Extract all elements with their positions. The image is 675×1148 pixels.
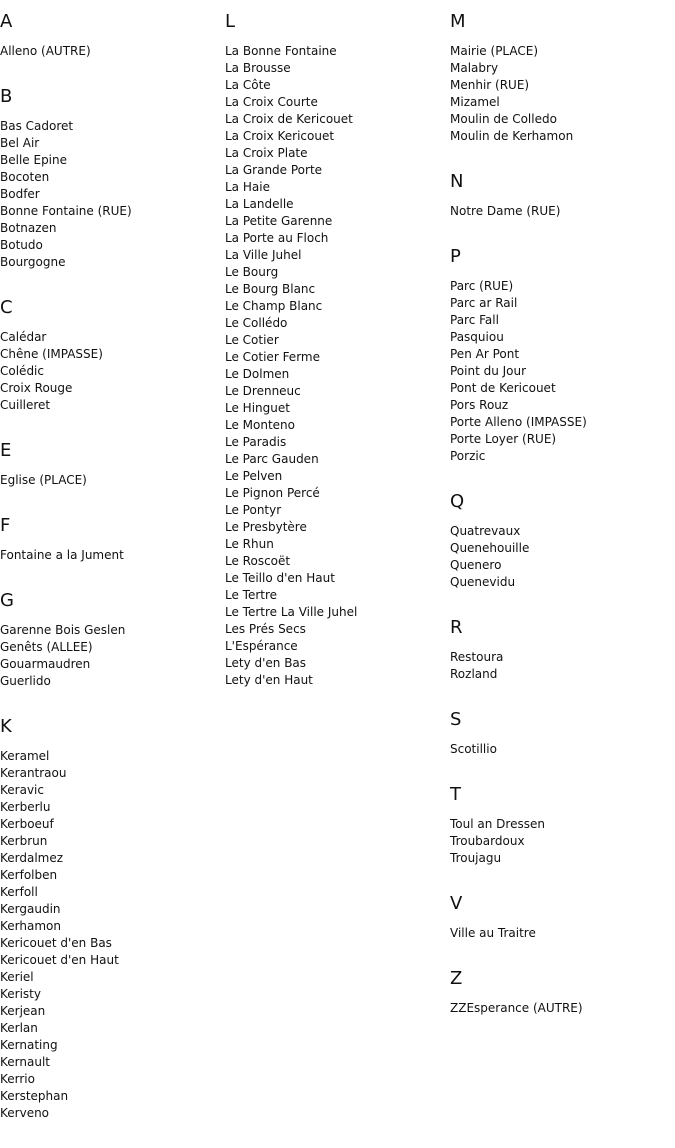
place-link[interactable]: Bas Cadoret [0, 119, 74, 133]
place-link[interactable]: Toul an Dressen [450, 817, 545, 831]
place-link[interactable]: La Côte [225, 78, 271, 92]
place-link[interactable]: La Petite Garenne [225, 214, 333, 228]
place-link[interactable]: La Croix Kericouet [225, 129, 335, 143]
place-link[interactable]: La Brousse [225, 61, 291, 75]
place-link[interactable]: Le Hinguet [225, 401, 290, 415]
place-link[interactable]: Calédar [0, 330, 47, 344]
place-link[interactable]: Le Tertre La Ville Juhel [225, 605, 358, 619]
place-link[interactable]: La Croix Plate [225, 146, 308, 160]
place-list [0, 43, 225, 60]
place-link[interactable]: Kerberlu [0, 800, 51, 814]
place-list [450, 1000, 675, 1017]
place-link[interactable]: Kerboeuf [0, 817, 54, 831]
place-link[interactable]: Kericouet d'en Haut [0, 953, 119, 967]
letter-group-q [450, 491, 675, 591]
place-link[interactable]: Eglise (PLACE) [0, 473, 87, 487]
place-link[interactable]: Bodfer [0, 187, 40, 201]
place-link[interactable]: Le Champ Blanc [225, 299, 323, 313]
place-link[interactable]: Cuilleret [0, 398, 51, 412]
place-link[interactable]: Le Drenneuc [225, 384, 301, 398]
place-link[interactable]: Troubardoux [450, 834, 525, 848]
place-link[interactable]: Croix Rouge [0, 381, 73, 395]
place-link[interactable]: Kerbrun [0, 834, 48, 848]
letter-group-t [450, 784, 675, 867]
place-link[interactable]: Colédic [0, 364, 44, 378]
letter-heading: V [450, 893, 463, 914]
place-link[interactable]: Le Collédo [225, 316, 288, 330]
letter-heading: Q [450, 491, 465, 512]
place-link[interactable]: Kerdalmez [0, 851, 64, 865]
place-list [0, 622, 225, 690]
place-link[interactable]: Kerhamon [0, 919, 61, 933]
place-link[interactable]: La Landelle [225, 197, 294, 211]
letter-group-z [450, 968, 675, 1017]
place-link[interactable]: Kerfolben [0, 868, 58, 882]
place-link[interactable]: Keriel [0, 970, 34, 984]
place-list [225, 43, 450, 689]
letter-group-m [450, 11, 675, 145]
place-link[interactable]: Le Pignon Percé [225, 486, 320, 500]
letter-group-a [0, 11, 225, 60]
place-link[interactable]: Parc ar Rail [450, 296, 518, 310]
place-link[interactable]: Rozland [450, 667, 498, 681]
place-link[interactable]: Restoura [450, 650, 504, 664]
place-link[interactable]: Le Tertre [225, 588, 278, 602]
place-link[interactable]: Kerantraou [0, 766, 67, 780]
index-column-2 [225, 0, 450, 715]
place-list [0, 472, 225, 489]
place-link[interactable]: Quenero [450, 558, 502, 572]
place-link[interactable]: Kernating [0, 1038, 58, 1052]
letter-heading: R [450, 617, 463, 638]
place-link[interactable]: Troujagu [450, 851, 502, 865]
place-link[interactable]: Pen Ar Pont [450, 347, 520, 361]
place-link[interactable]: Kerfoll [0, 885, 38, 899]
place-link[interactable]: Pors Rouz [450, 398, 509, 412]
place-link[interactable]: Le Bourg Blanc [225, 282, 316, 296]
place-link[interactable]: Moulin de Colledo [450, 112, 557, 126]
letter-heading: L [225, 11, 236, 32]
place-link[interactable]: Le Presbytère [225, 520, 307, 534]
place-link[interactable]: Keramel [0, 749, 50, 763]
letter-heading: P [450, 246, 461, 267]
place-link[interactable]: La Croix Courte [225, 95, 318, 109]
place-link[interactable]: Le Dolmen [225, 367, 290, 381]
letter-heading: N [450, 171, 464, 192]
place-link[interactable]: Mairie (PLACE) [450, 44, 539, 58]
place-link[interactable]: Chêne (IMPASSE) [0, 347, 103, 361]
place-link[interactable]: Kerlan [0, 1021, 38, 1035]
place-link[interactable]: ZZEsperance (AUTRE) [450, 1001, 583, 1015]
place-link[interactable]: Le Cotier [225, 333, 279, 347]
place-link[interactable]: Quenevidu [450, 575, 516, 589]
place-link[interactable]: Le Roscoët [225, 554, 291, 568]
place-link[interactable]: Belle Epine [0, 153, 68, 167]
place-link[interactable]: La Haie [225, 180, 270, 194]
place-link[interactable]: Moulin de Kerhamon [450, 129, 574, 143]
letter-heading: B [0, 86, 13, 107]
letter-group-b [0, 86, 225, 271]
letter-group-n [450, 171, 675, 220]
place-link[interactable]: La Porte au Floch [225, 231, 329, 245]
place-link[interactable]: La Grande Porte [225, 163, 323, 177]
place-list [0, 748, 225, 1122]
place-list [0, 547, 225, 564]
place-link[interactable]: Quatrevaux [450, 524, 521, 538]
place-link[interactable]: Botudo [0, 238, 43, 252]
place-link[interactable]: Kerrio [0, 1072, 35, 1086]
place-link[interactable]: Mizamel [450, 95, 500, 109]
place-link[interactable]: Botnazen [0, 221, 57, 235]
letter-heading: S [450, 709, 462, 730]
place-link[interactable]: Kergaudin [0, 902, 61, 916]
place-link[interactable]: La Bonne Fontaine [225, 44, 337, 58]
letter-group-p [450, 246, 675, 465]
index-column-1 [0, 0, 225, 1148]
place-link[interactable]: Genêts (ALLEE) [0, 640, 93, 654]
place-link[interactable]: Garenne Bois Geslen [0, 623, 126, 637]
place-link[interactable]: Kerstephan [0, 1089, 69, 1103]
place-link[interactable]: Porte Alleno (IMPASSE) [450, 415, 587, 429]
place-link[interactable]: Pont de Kericouet [450, 381, 556, 395]
place-link[interactable]: Guerlido [0, 674, 51, 688]
letter-heading: F [0, 515, 11, 536]
letter-group-s [450, 709, 675, 758]
place-link[interactable]: Porte Loyer (RUE) [450, 432, 557, 446]
place-link[interactable]: Gouarmaudren [0, 657, 91, 671]
place-list [450, 203, 675, 220]
place-link[interactable]: Alleno (AUTRE) [0, 44, 91, 58]
place-list [450, 925, 675, 942]
place-link[interactable]: Le Pontyr [225, 503, 282, 517]
place-link[interactable]: Le Paradis [225, 435, 287, 449]
place-link[interactable]: Pasquiou [450, 330, 504, 344]
place-link[interactable]: L'Espérance [225, 639, 298, 653]
place-link[interactable]: Lety d'en Bas [225, 656, 307, 670]
place-link[interactable]: Parc Fall [450, 313, 499, 327]
letter-group-k [0, 716, 225, 1122]
letter-group-f [0, 515, 225, 564]
letter-heading: G [0, 590, 14, 611]
letter-heading: M [450, 11, 466, 32]
place-link[interactable]: Keravic [0, 783, 44, 797]
place-link[interactable]: Keristy [0, 987, 41, 1001]
place-link[interactable]: Le Pelven [225, 469, 283, 483]
letter-group-c [0, 297, 225, 414]
letter-heading: Z [450, 968, 463, 989]
place-list [450, 278, 675, 465]
place-link[interactable]: Le Teillo d'en Haut [225, 571, 335, 585]
place-link[interactable]: Notre Dame (RUE) [450, 204, 561, 218]
place-list [450, 816, 675, 867]
place-link[interactable]: Kernault [0, 1055, 50, 1069]
place-link[interactable]: Fontaine a la Jument [0, 548, 124, 562]
place-link[interactable]: Kerveno [0, 1106, 50, 1120]
place-link[interactable]: Bel Air [0, 136, 40, 150]
place-link[interactable]: Bocoten [0, 170, 50, 184]
letter-group-r [450, 617, 675, 683]
letter-heading: T [450, 784, 461, 805]
place-link[interactable]: La Ville Juhel [225, 248, 302, 262]
place-link[interactable]: Kericouet d'en Bas [0, 936, 112, 950]
letter-heading: K [0, 716, 12, 737]
place-link[interactable]: Kerjean [0, 1004, 46, 1018]
letter-heading: C [0, 297, 13, 318]
place-link[interactable]: Scotillio [450, 742, 497, 756]
letter-group-e [0, 440, 225, 489]
place-link[interactable]: Bonne Fontaine (RUE) [0, 204, 132, 218]
index-column-3 [450, 0, 675, 1043]
place-link[interactable]: Parc (RUE) [450, 279, 514, 293]
place-link[interactable]: Le Parc Gauden [225, 452, 319, 466]
place-link[interactable]: La Croix de Kericouet [225, 112, 353, 126]
place-link[interactable]: Le Monteno [225, 418, 296, 432]
place-link[interactable]: Menhir (RUE) [450, 78, 530, 92]
letter-group-v [450, 893, 675, 942]
place-link[interactable]: Ville au Traitre [450, 926, 536, 940]
place-link[interactable]: Les Prés Secs [225, 622, 306, 636]
place-list [450, 649, 675, 683]
place-link[interactable]: Bourgogne [0, 255, 66, 269]
place-list [0, 118, 225, 271]
place-link[interactable]: Porzic [450, 449, 486, 463]
place-link[interactable]: Le Bourg [225, 265, 279, 279]
place-list [0, 329, 225, 414]
letter-heading: A [0, 11, 13, 32]
place-list [450, 741, 675, 758]
letter-group-g [0, 590, 225, 690]
place-link[interactable]: Malabry [450, 61, 499, 75]
place-list [450, 43, 675, 145]
place-link[interactable]: Lety d'en Haut [225, 673, 313, 687]
place-list [450, 523, 675, 591]
place-link[interactable]: Point du Jour [450, 364, 527, 378]
place-link[interactable]: Le Cotier Ferme [225, 350, 320, 364]
place-link[interactable]: Quenehouille [450, 541, 530, 555]
place-link[interactable]: Le Rhun [225, 537, 274, 551]
letter-heading: E [0, 440, 12, 461]
letter-group-l [225, 11, 450, 689]
